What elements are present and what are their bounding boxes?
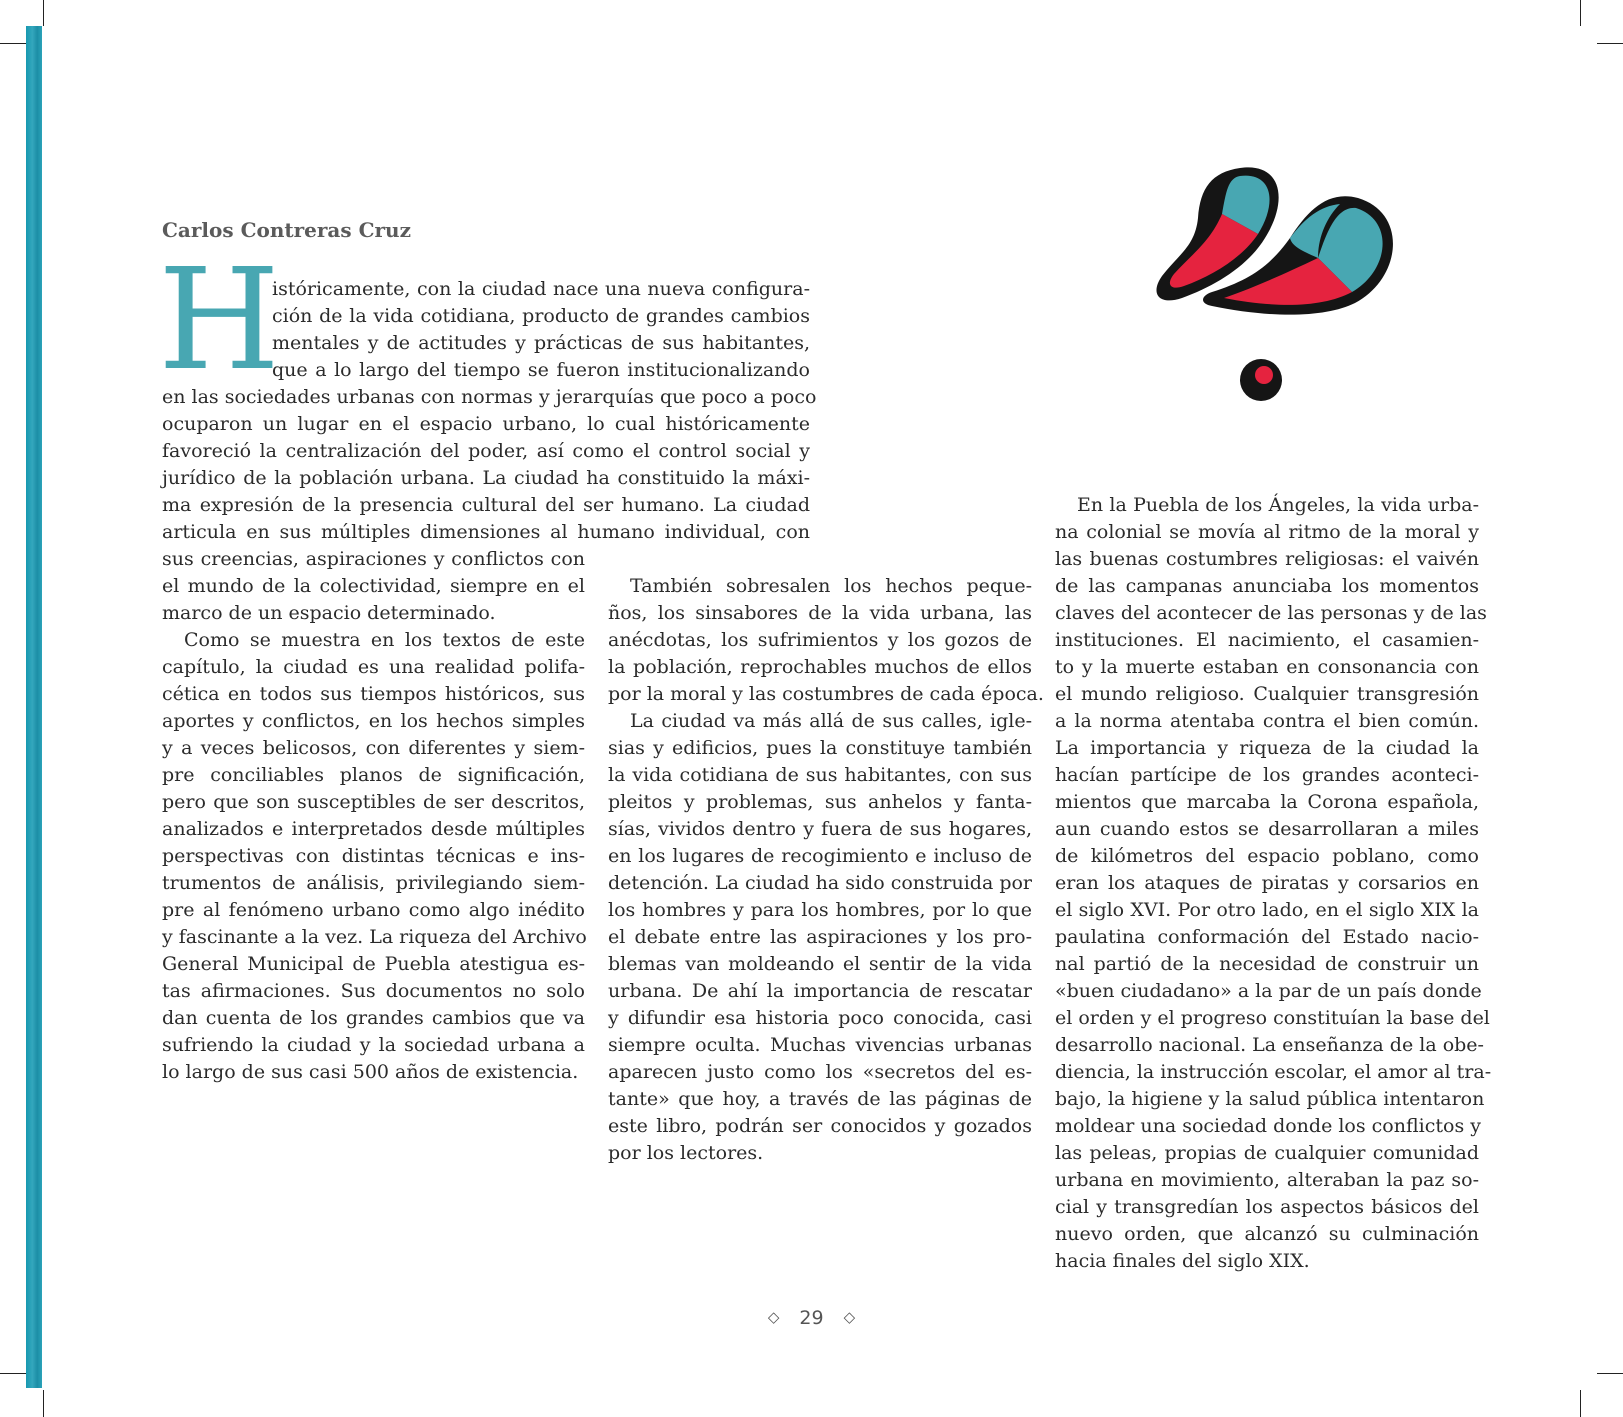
- abstract-drop-logo: [1140, 158, 1400, 418]
- text-line: hacia finales del siglo XIX.: [1055, 1250, 1310, 1272]
- diamond-ornament: ◇: [767, 1308, 780, 1326]
- text-line: y fascinante a la vez. La riqueza del Archivo: [162, 926, 587, 948]
- text-line: aparecen justo como los «secretos del es-: [608, 1061, 1032, 1083]
- diamond-ornament: ◇: [843, 1308, 856, 1326]
- text-line: claves del acontecer de las personas y de las: [1055, 602, 1487, 624]
- text-line: detención. La ciudad ha sido construida por: [608, 872, 1033, 894]
- crop-mark: [43, 1390, 44, 1417]
- text-line: to y la muerte estaban en consonancia con: [1055, 656, 1479, 678]
- text-line: pre conciliables planos de significación,: [162, 764, 585, 786]
- text-line: tas afirmaciones. Sus documentos no solo: [162, 980, 585, 1002]
- text-line: en las sociedades urbanas con normas y jerarquías que poco a poco: [162, 386, 817, 408]
- text-line: pleitos y problemas, sus anhelos y fanta-: [608, 791, 1032, 813]
- text-line: moldear una sociedad donde los conflictos y: [1055, 1115, 1481, 1137]
- text-line: pero que son susceptibles de ser descritos,: [162, 791, 585, 813]
- text-line: La ciudad va más allá de sus calles, igle-: [630, 710, 1032, 732]
- text-line: favoreció la centralización del poder, así como el control social y: [162, 440, 810, 462]
- text-line: urbana. De ahí la importancia de rescatar: [608, 980, 1032, 1002]
- text-line: sus creencias, aspiraciones y conflictos con: [162, 548, 585, 570]
- text-line: eran los ataques de piratas y corsarios en: [1055, 872, 1479, 894]
- text-line: En la Puebla de los Ángeles, la vida urba-: [1077, 494, 1479, 516]
- text-line: el orden y el progreso constituían la base del: [1055, 1007, 1490, 1029]
- text-line: Como se muestra en los textos de este: [184, 629, 585, 651]
- text-line: el mundo de la colectividad, siempre en el: [162, 575, 585, 597]
- text-line: este libro, podrán ser conocidos y gozados: [608, 1115, 1032, 1137]
- text-line: siempre oculta. Muchas vivencias urbanas: [608, 1034, 1032, 1056]
- text-line: blemas van moldeando el sentir de la vida: [608, 953, 1032, 975]
- crop-mark: [1597, 1373, 1623, 1374]
- text-line: analizados e interpretados desde múltiples: [162, 818, 585, 840]
- text-line: anécdotas, los sufrimientos y los gozos de: [608, 629, 1032, 651]
- text-line: ción de la vida cotidiana, producto de grandes cambios: [272, 305, 810, 327]
- text-line: ños, los sinsabores de la vida urbana, las: [608, 602, 1032, 624]
- text-line: las peleas, propias de cualquier comunidad: [1055, 1142, 1479, 1164]
- teal-edge-strip: [26, 26, 42, 1388]
- text-line: sufriendo la ciudad y la sociedad urbana a: [162, 1034, 585, 1056]
- text-line: las buenas costumbres religiosas: el vaivén: [1055, 548, 1479, 570]
- text-line: de kilómetros del espacio poblano, como: [1055, 845, 1479, 867]
- text-line: na colonial se movía al ritmo de la moral y: [1055, 521, 1479, 543]
- text-line: diencia, la instrucción escolar, el amor al tra-: [1055, 1061, 1492, 1083]
- text-line: sias y edificios, pues la constituye también: [608, 737, 1032, 759]
- text-line: hacían partícipe de los grandes aconteci-: [1055, 764, 1479, 786]
- text-line: el siglo XVI. Por otro lado, en el siglo XIX la: [1055, 899, 1479, 921]
- text-line: bajo, la higiene y la salud pública intentaron: [1055, 1088, 1485, 1110]
- text-line: desarrollo nacional. La enseñanza de la obe-: [1055, 1034, 1484, 1056]
- text-line: en los lugares de recogimiento e incluso de: [608, 845, 1032, 867]
- text-line: el mundo religioso. Cualquier transgresión: [1055, 683, 1479, 705]
- crop-mark: [1580, 0, 1581, 26]
- text-line: nal partió de la necesidad de construir un: [1055, 953, 1479, 975]
- crop-mark: [1580, 1390, 1581, 1417]
- text-line: instituciones. El nacimiento, el casamien-: [1055, 629, 1479, 651]
- text-line: También sobresalen los hechos peque-: [630, 575, 1032, 597]
- text-line: jurídico de la población urbana. La ciudad ha constituido la máxi-: [162, 467, 810, 489]
- text-line: paulatina conformación del Estado nacio-: [1055, 926, 1479, 948]
- text-line: perspectivas con distintas técnicas e ins-: [162, 845, 585, 867]
- text-line: pre al fenómeno urbano como algo inédito: [162, 899, 585, 921]
- text-line: y a veces belicosos, con diferentes y siem-: [162, 737, 585, 759]
- text-line: ocuparon un lugar en el espacio urbano, lo cual históricamente: [162, 413, 810, 435]
- text-line: La importancia y riqueza de la ciudad la: [1055, 737, 1479, 759]
- text-line: articula en sus múltiples dimensiones al humano individual, con: [162, 521, 810, 543]
- text-line: istóricamente, con la ciudad nace una nueva configura-: [272, 278, 810, 300]
- text-line: dan cuenta de los grandes cambios que va: [162, 1007, 585, 1029]
- text-line: «buen ciudadano» a la par de un país donde: [1055, 980, 1482, 1002]
- text-line: General Municipal de Puebla atestigua es-: [162, 953, 585, 975]
- crop-mark: [0, 43, 26, 44]
- text-line: lo largo de sus casi 500 años de existencia.: [162, 1061, 579, 1083]
- text-line: nuevo orden, que alcanzó su culminación: [1055, 1223, 1479, 1245]
- text-line: sías, vividos dentro y fuera de sus hogares,: [608, 818, 1032, 840]
- page-number: 29: [799, 1307, 824, 1329]
- crop-mark: [1597, 43, 1623, 44]
- text-line: los hombres y para los hombres, por lo que: [608, 899, 1032, 921]
- text-line: el debate entre las aspiraciones y los pro-: [608, 926, 1032, 948]
- page-number-row: [0, 1307, 1623, 1329]
- text-line: trumentos de análisis, privilegiando siem-: [162, 872, 585, 894]
- text-line: cial y transgredían los aspectos básicos del: [1055, 1196, 1479, 1218]
- text-line: que a lo largo del tiempo se fueron institucionalizando: [272, 359, 810, 381]
- text-line: la población, reprochables muchos de ellos: [608, 656, 1032, 678]
- text-line: mientos que marcaba la Corona española,: [1055, 791, 1479, 813]
- text-line: ma expresión de la presencia cultural del ser humano. La ciudad: [162, 494, 810, 516]
- text-line: por los lectores.: [608, 1142, 764, 1164]
- text-line: por la moral y las costumbres de cada época.: [608, 683, 1044, 705]
- text-line: mentales y de actitudes y prácticas de sus habitantes,: [272, 332, 810, 354]
- drop-cap: H: [158, 239, 281, 402]
- text-line: a la norma atentaba contra el bien común.: [1055, 710, 1479, 732]
- text-line: capítulo, la ciudad es una realidad polifa-: [162, 656, 585, 678]
- text-line: tante» que hoy, a través de las páginas de: [608, 1088, 1032, 1110]
- crop-mark: [43, 0, 44, 26]
- text-line: aportes y conflictos, en los hechos simples: [162, 710, 585, 732]
- author-name: Carlos Contreras Cruz: [162, 218, 411, 242]
- text-line: y difundir esa historia poco conocida, casi: [608, 1007, 1032, 1029]
- text-line: cética en todos sus tiempos históricos, sus: [162, 683, 585, 705]
- text-line: la vida cotidiana de sus habitantes, con sus: [608, 764, 1032, 786]
- crop-mark: [0, 1373, 26, 1374]
- text-line: marco de un espacio determinado.: [162, 602, 496, 624]
- text-line: de las campanas anunciaba los momentos: [1055, 575, 1479, 597]
- text-line: aun cuando estos se desarrollaran a miles: [1055, 818, 1479, 840]
- text-line: urbana en movimiento, alteraban la paz so-: [1055, 1169, 1479, 1191]
